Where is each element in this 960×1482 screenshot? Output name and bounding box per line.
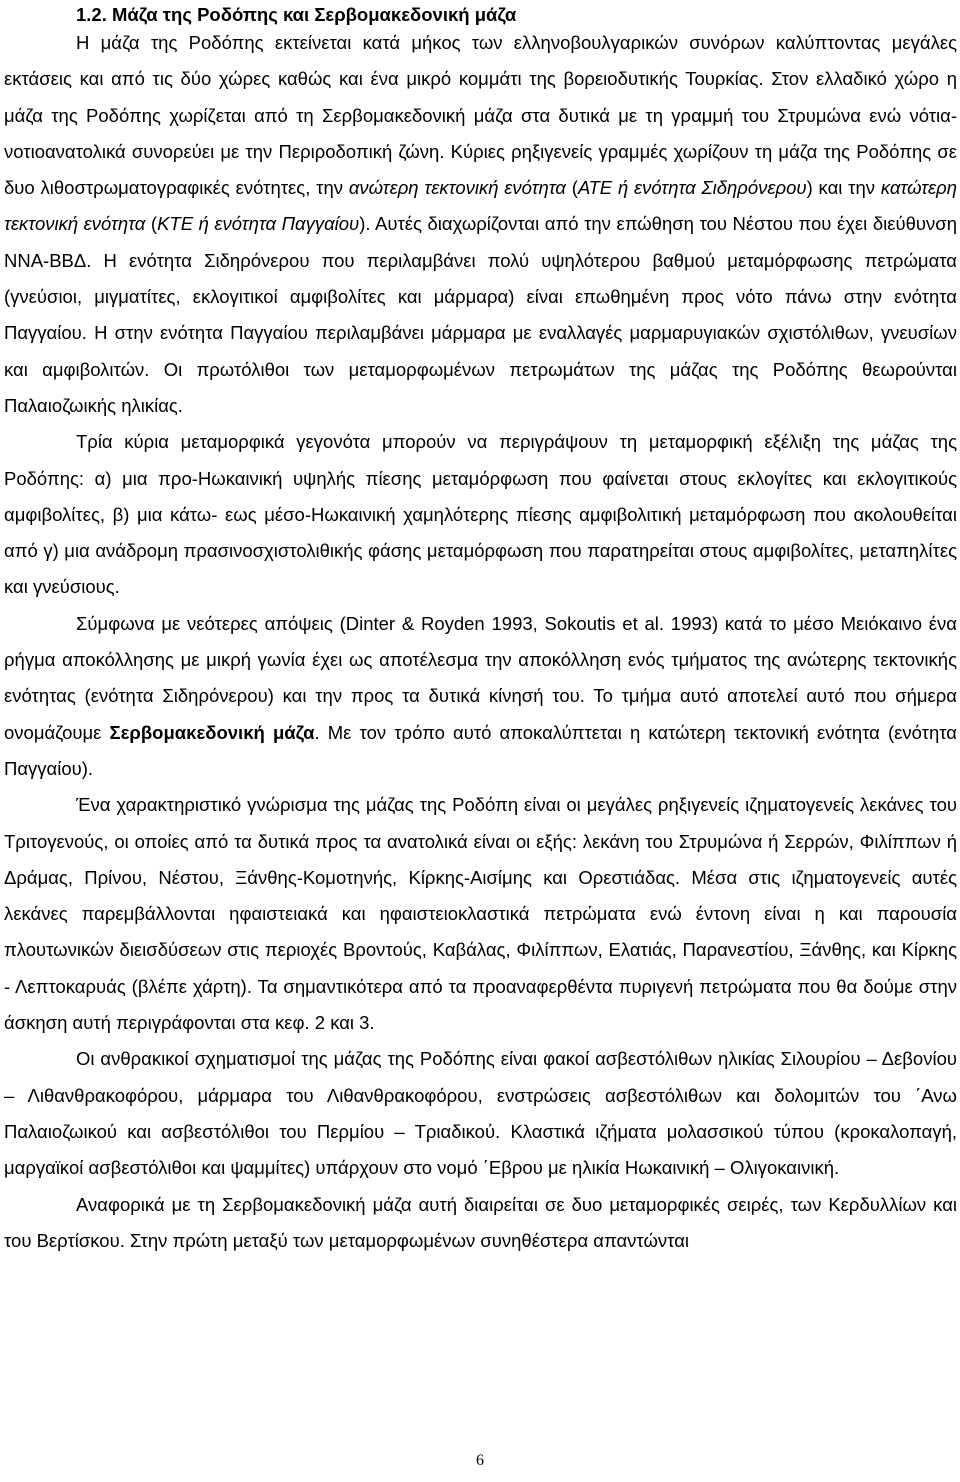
- p3-bold-serbomacedonian: Σερβομακεδονική μάζα: [109, 721, 315, 743]
- paragraph-metamorphic-events: Τρία κύρια μεταμορφικά γεγονότα μπορούν να περιγράψουν τη μεταμορφική εξέλιξη της μάζας της Ροδόπης: α) μια προ-Ηωκαινική υψηλής πίεσης μεταμόρφωση που φαίνεται στους εκλογίτες και εκλογιτικούς αμφιβολίτες, β) μια κάτω- εως μέσο-Ηωκαινική χαμηλότερης πίεσης αμφιβολιτική μεταμόρφωση που ακολουθείται από γ) μια ανάδρομη πρασινοσχιστολιθικής φάσης μεταμόρφωση που παρατηρείται στους αμφιβολίτες, μεταπηλίτες και γνεύσιους.: [4, 431, 957, 598]
- p3-text-2: . Με τον τρόπο αυτό αποκαλύπτεται η κατώτερη τεκτονική ενότητα (ενότητα Παγγαίου).: [4, 721, 957, 779]
- paragraph-basins: Ένα χαρακτηριστικό γνώρισμα της μάζας της Ροδόπη είναι οι μεγάλες ρηξιγενείς ιζηματογενείς λεκάνες του Τριτογενούς, οι οποίες από τα δυτικά προς τα ανατολικά είναι οι εξής: λεκάνη του Στρυμώνα ή Σερρών, Φιλίππων ή Δράμας, Πρίνου, Νέστου, Ξάνθης-Κομοτηνής, Κίρκης-Αισίμης και Ορεστιάδας. Μέσα στις ιζηματογενείς αυτές λεκάνες παρεμβάλλονται ηφαιστειακά και ηφαιστειοκλαστικά πετρώματα ενώ έντονη είναι η και παρουσία πλουτωνικών διεισδύσεων στις περιοχές Βροντούς, Καβάλας, Φιλίππων, Ελατιάς, Παρανεστίου, Ξάνθης, και Κίρκης - Λεπτοκαρυάς (βλέπε χάρτη). Τα σημαντικότερα από τα προαναφερθέντα πυριγενή πετρώματα που θα δούμε στην άσκηση αυτή περιγράφονται στα κεφ. 2 και 3.: [4, 794, 957, 1034]
- document-page: [4, 0, 957, 1259]
- p1-text-4: (: [145, 213, 158, 235]
- page-number: 6: [476, 1452, 484, 1469]
- p3-text-1: Σύμφωνα με νεότερες απόψεις (Dinter & Royden 1993, Sokoutis et al. 1993) κατά το μέσο Μειόκαινο ένα ρήγμα αποκόλλησης με μικρή γωνία έχει ως αποτέλεσμα την αποκόλληση ενός τμήματος της ανώτερης τεκτονικής ενότητας (ενότητα Σιδηρόνερου) και την προς τα δυτικά κίνησή του. Το τμήμα αυτό αποτελεί αυτό που σήμερα ονομάζουμε: [4, 612, 957, 743]
- p1-italic-lower-unit: κατώτερη τεκτονική ενότητα: [4, 177, 957, 235]
- p1-text-5: ). Αυτές διαχωρίζονται από την επώθηση του Νέστου που έχει διεύθυνση ΝΝΑ-ΒΒΔ. Η ενότητα Σιδηρόνερου που περιλαμβάνει πολύ υψηλότερου βαθμού μεταμόρφωσης πετρώματα (γνεύσιοι, μιγματίτες, εκλογιτικοί αμφιβολίτες και μάρμαρα) είναι επωθημένη προς νότο πάνω στην ενότητα Παγγαίου. Η στην ενότητα Παγγαίου περιλαμβάνει μάρμαρα με εναλλαγές μαρμαρυγιακών σχιστόλιθων, γνευσίων και αμφιβολιτών. Οι πρωτόλιθοι των μεταμορφωμένων πετρωμάτων της μάζας της Ροδόπης θεωρούνται Παλαιοζωικής ηλικίας.: [4, 213, 957, 416]
- p1-italic-ate: ΑΤΕ ή ενότητα Σιδηρόνερου: [577, 177, 807, 199]
- paragraph-carbonates: Οι ανθρακικοί σχηματισμοί της μάζας της Ροδόπης είναι φακοί ασβεστόλιθων ηλικίας Σιλουρίου – Δεβονίου – Λιθανθρακοφόρου, μάρμαρα του Λιθανθρακοφόρου, ενστρώσεις ασβεστόλιθων και δολομιτών του ΄Ανω Παλαιοζωικού και ασβεστόλιθοι του Περμίου – Τριαδικού. Κλαστικά ιζήματα μολασσικού τύπου (κροκαλοπαγή, μαργαϊκοί ασβεστόλιθοι και ψαμμίτες) υπάρχουν στο νομό ΄Εβρου με ηλικία Ηωκαινική – Ολιγοκαινική.: [4, 1048, 957, 1179]
- paragraph-rhodope-overview: [4, 25, 957, 424]
- paragraph-serbomacedonian: [4, 606, 957, 787]
- section-heading: 1.2. Μάζα της Ροδόπης και Σερβομακεδονική μάζα: [76, 4, 517, 25]
- p1-italic-upper-unit: ανώτερη τεκτονική ενότητα: [348, 177, 566, 199]
- paragraph-series: Αναφορικά με τη Σερβομακεδονική μάζα αυτή διαιρείται σε δυο μεταμορφικές σειρές, των Κερδυλλίων και του Βερτίσκου. Στην πρώτη μεταξύ των μεταμορφωμένων συνηθέστερα απαντώνται: [4, 1193, 957, 1251]
- p1-text-3: ) και την: [806, 177, 881, 199]
- p1-text-1: Η μάζα της Ροδόπης εκτείνεται κατά μήκος των ελληνοβουλγαρικών συνόρων καλύπτοντας μεγάλες εκτάσεις και από τις δύο χώρες καθώς και ένα μικρό κομμάτι της βορειοδυτικής Τουρκίας. Στον ελλαδικό χώρο η μάζα της Ροδόπης χωρίζεται από τη Σερβομακεδονική μάζα στα δυτικά με τη γραμμή του Στρυμώνα ενώ νότια-νοτιοανατολικά συνορεύει με την Περιροδοπική ζώνη. Κύριες ρηξιγενείς γραμμές χωρίζουν τη μάζα της Ροδόπης σε δυο λιθοστρωματογραφικές ενότητες, την: [4, 32, 957, 199]
- p1-text-2: (: [565, 177, 578, 199]
- p1-italic-kte: ΚΤΕ ή ενότητα Παγγαίου: [157, 213, 360, 235]
